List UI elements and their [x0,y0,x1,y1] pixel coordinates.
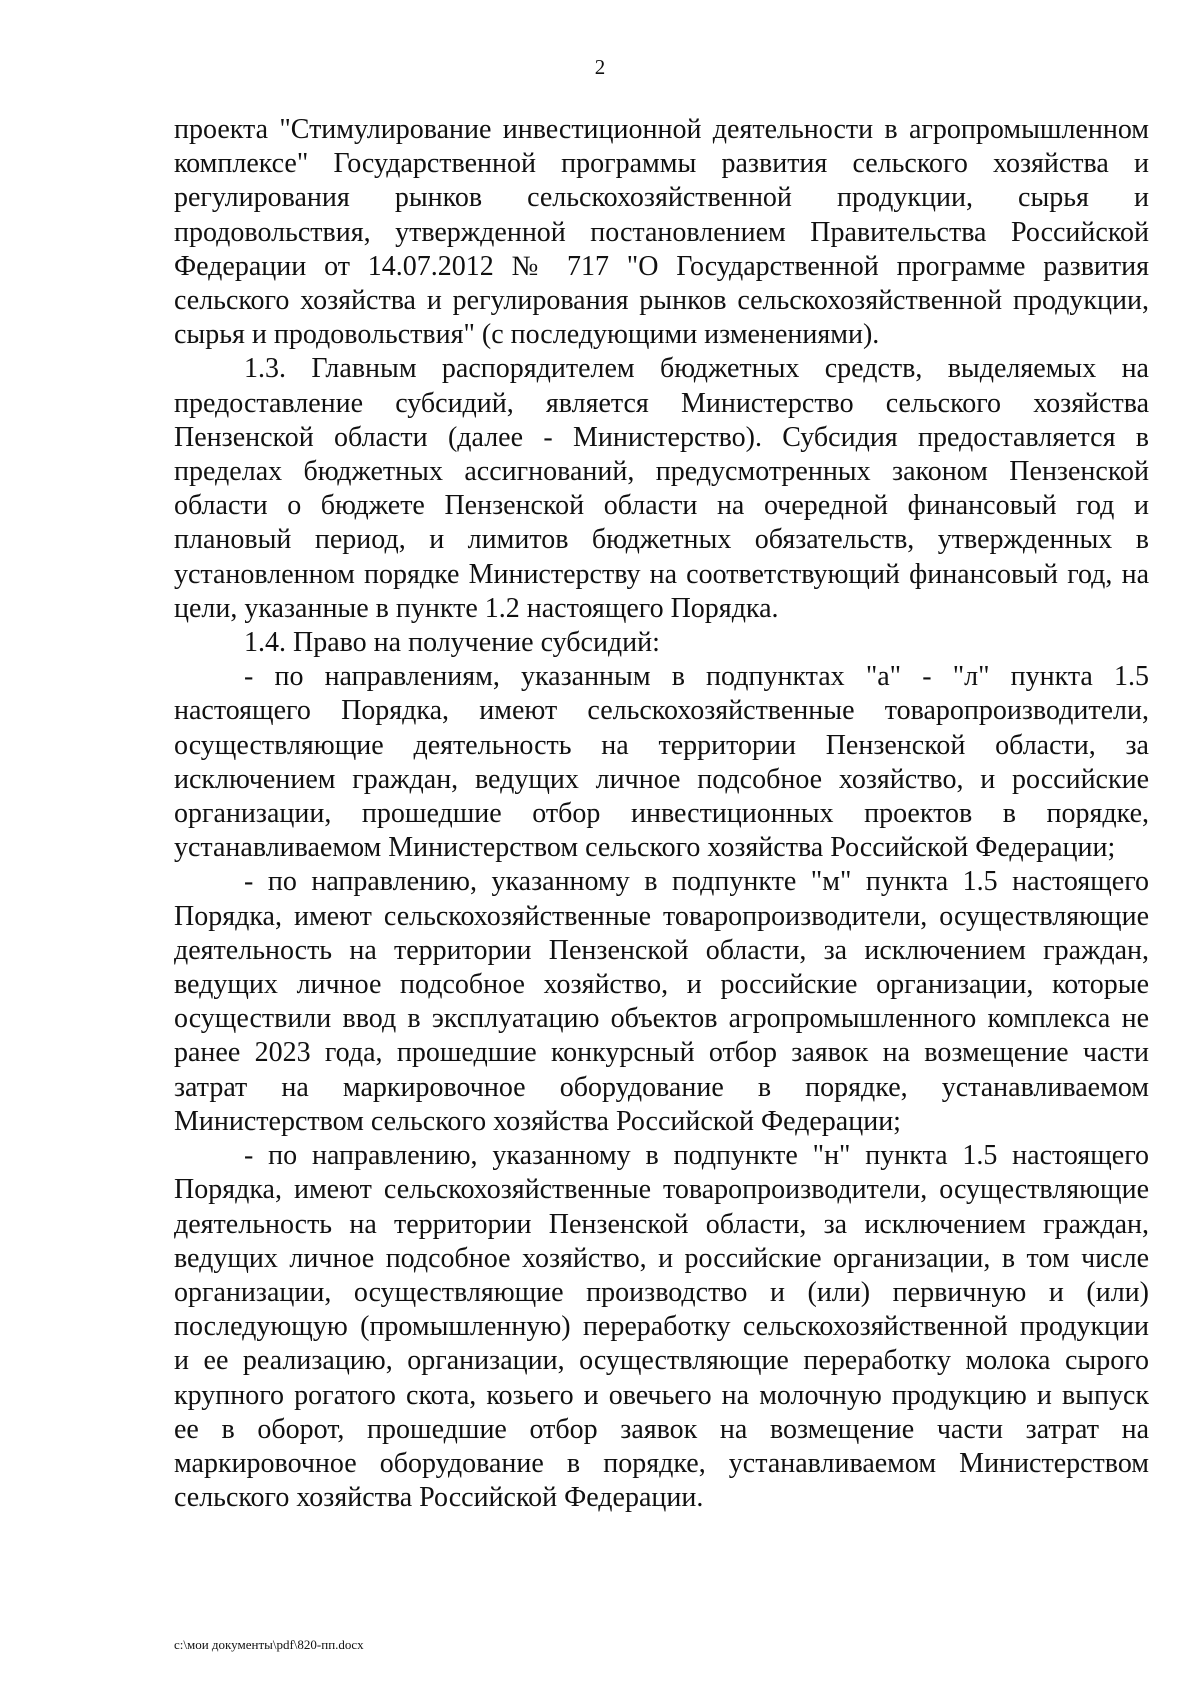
paragraph-1-4-item-1: - по направлениям, указанным в подпунктах "а" - "л" пункта 1.5 настоящего Порядка, имеют сельскохозяйственные товаропроизводители, осуществляющие деятельность на территории Пензенской области, за исключением граждан, ведущих личное подсобное хозяйство, и российские организации, прошедшие отбор инвестиционных проектов в порядке, устанавливаемом Министерством сельского хозяйства Российской Федерации; [174,661,1149,864]
paragraph-1-4-item-2: - по направлению, указанному в подпункте "м" пункта 1.5 настоящего Порядка, имеют сельскохозяйственные товаропроизводители, осуществляющие деятельность на территории Пензенской области, за исключением граждан, ведущих личное подсобное хозяйство, и российские организации, которые осуществили ввод в эксплуатацию объектов агропромышленного комплекса не ранее 2023 года, прошедшие конкурсный отбор заявок на возмещение части затрат на маркировочное оборудование в порядке, устанавливаемом Министерством сельского хозяйства Российской Федерации; [174,866,1149,1137]
paragraph-continuation: проекта "Стимулирование инвестиционной деятельности в агропромышленном комплексе" Государственной программы развития сельского хозяйства и регулирования рынков сельскохозяйственной продукции, сырья и продовольствия, утвержденной постановлением Правительства Российской Федерации от 14.07.2012 № 717 "О Государственной программе развития сельского хозяйства и регулирования рынков сельскохозяйственной продукции, сырья и продовольствия" (с последующими изменениями). [174,114,1149,351]
paragraph-1-4-item-3: - по направлению, указанному в подпункте "н" пункта 1.5 настоящего Порядка, имеют сельскохозяйственные товаропроизводители, осуществляющие деятельность на территории Пензенской области, за исключением граждан, ведущих личное подсобное хозяйство, и российские организации, в том числе организации, осуществляющие производство и (или) первичную и (или) последующую (промышленную) переработку сельскохозяйственной продукции и ее реализацию, организации, осуществляющие переработку молока сырого крупного рогатого скота, козьего и овечьего на молочную продукцию и выпуск ее в оборот, прошедшие отбор заявок на возмещение части затрат на маркировочное оборудование в порядке, устанавливаемом Министерством сельского хозяйства Российской Федерации. [174,1140,1149,1514]
page-number: 2 [594,55,606,79]
footer-file-path: c:\мои документы\pdf\820-пп.docx [174,1637,364,1652]
document-body [174,113,1149,1515]
paragraph-1-3: 1.3. Главным распорядителем бюджетных средств, выделяемых на предоставление субсидий, является Министерство сельского хозяйства Пензенской области (далее - Министерство). Субсидия предоставляется в пределах бюджетных ассигнований, предусмотренных законом Пензенской области о бюджете Пензенской области на очередной финансовый год и плановый период, и лимитов бюджетных обязательств, утвержденных в установленном порядке Министерству на соответствующий финансовый год, на цели, указанные в пункте 1.2 настоящего Порядка. [174,353,1149,624]
paragraph-1-4: 1.4. Право на получение субсидий: [244,627,660,659]
